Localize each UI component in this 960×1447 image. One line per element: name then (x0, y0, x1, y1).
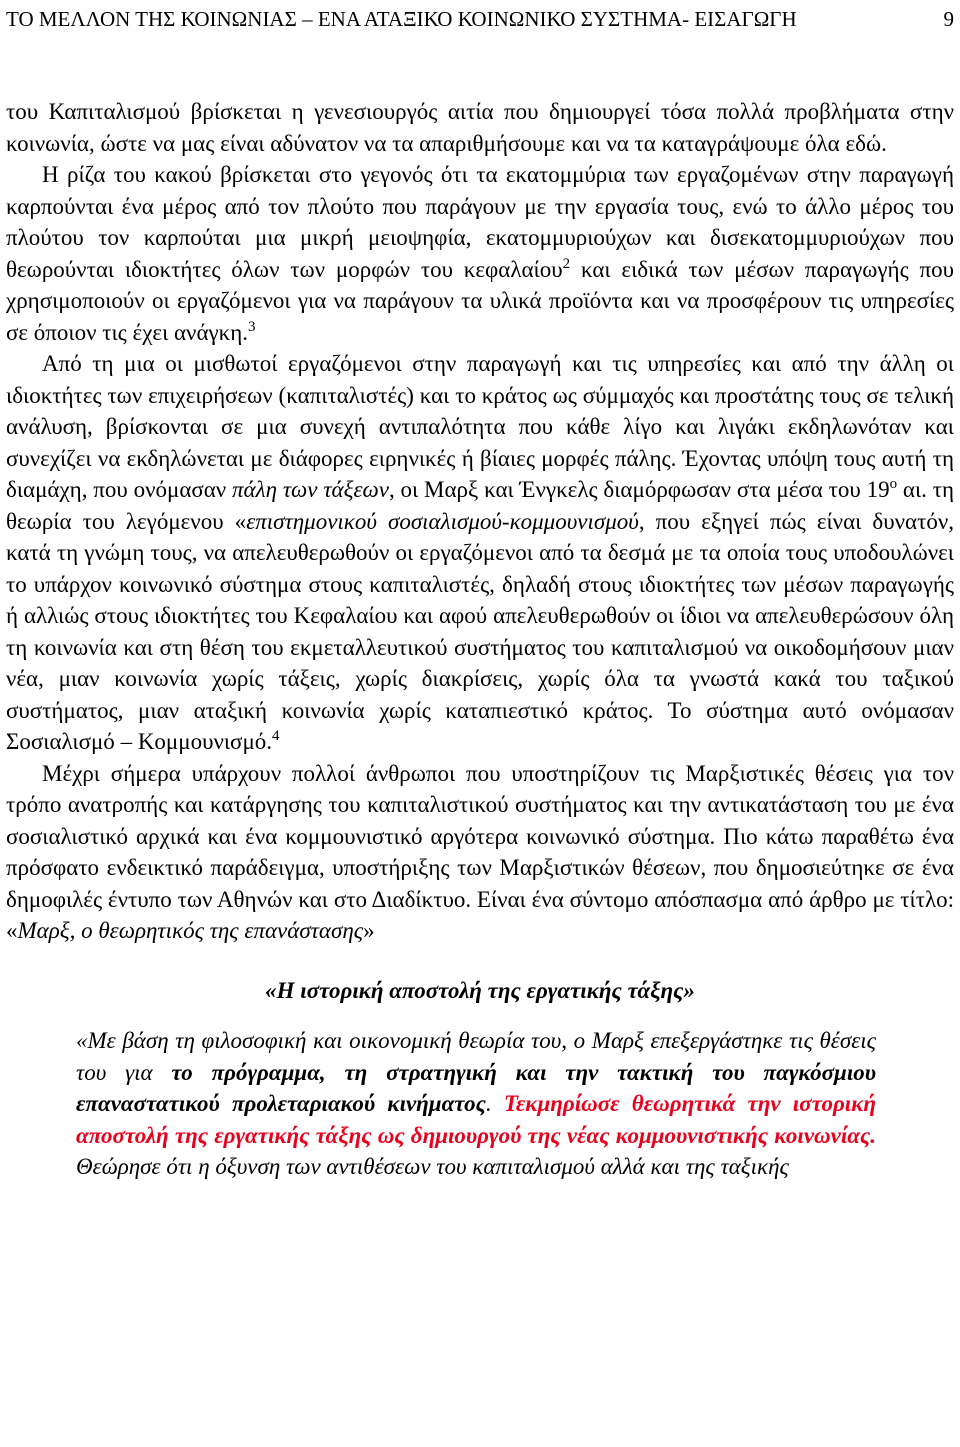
bold-emphasis: το πρόγραμμα, τη στρατηγική και την τακτική του παγκόσμιου επαναστατικού προλεταριακού κινήματος (76, 1059, 876, 1116)
header-title: ΤΟ ΜΕΛΛΟΝ ΤΗΣ ΚΟΙΝΩΝΙΑΣ – ΕΝΑ ΑΤΑΞΙΚΟ ΚΟΙΝΩΝΙΚΟ ΣΥΣΤΗΜΑ- ΕΙΣΑΓΩΓΗ (6, 7, 797, 31)
running-header (6, 4, 954, 34)
footnote-ref: 2 (562, 255, 571, 272)
red-emphasis: Τεκμηρίωσε θεωρητικά την ιστορική αποστολή της εργατικής τάξης ως δημιουργού της νέας κομμουνιστικής κοινωνίας. (76, 1091, 876, 1148)
footnote-ref: 3 (248, 318, 256, 335)
footnote-ref: 4 (272, 728, 280, 744)
italic-article-title: Μαρξ, ο θεωρητικός της επανάστασης (17, 918, 364, 943)
page-number: 9 (943, 7, 954, 31)
paragraph-continued: του Καπιταλισμού βρίσκεται η γενεσιουργός αιτία που δημιουργεί τόσα πολλά προβλήματα στην κοινωνία, ώστε να μας είναι αδύνατον να τα απαριθμήσουμε και να τα καταγράψουμε όλα εδώ. (6, 99, 954, 156)
block-quote: «Με βάση τη φιλοσοφική και οικονομική θεωρία του, ο Μαρξ επεξεργάστηκε τις θέσεις του για το πρόγραμμα, τη στρατηγική και την τακτική του παγκόσμιου επαναστατικού προλεταριακού κινήματος. Τεκμηρίωσε θεωρητικά την ιστορική αποστολή της εργατικής τάξης ως δημιουργού της νέας κομμουνιστικής κοινωνίας. Θεώρησε ότι η όξυνση των αντιθέσεων του καπιταλισμού αλλά και της ταξικής (76, 1028, 876, 1179)
paragraph-marxist-positions: Μέχρι σήμερα υπάρχουν πολλοί άνθρωποι που υποστηρίζουν τις Μαρξιστικές θέσεις για τον τρόπο ανατροπής και κατάργησης του καπιταλιστικού συστήματος και την αντικατάσταση του με ένα σοσιαλιστικό αρχικά και ένα κομμουνιστικό αργότερα κοινωνικό σύστημα. Πιο κάτω παραθέτω ένα πρόσφατο ενδεικτικό παράδειγμα, υποστήριξης των Μαρξιστικών θέσεων, που δημοσιεύτηκε σε ένα δημοφιλές έντυπο των Αθηνών και στο Διαδίκτυο. Είναι ένα σύντομο απόσπασμα από άρθρο με τίτλο: «Μαρξ, ο θεωρητικός της επανάστασης» (6, 760, 954, 943)
section-heading: «Η ιστορική αποστολή της εργατικής τάξης» (265, 977, 695, 1003)
italic-term: πάλη των τάξεων (232, 477, 389, 502)
paragraph-class-struggle: Από τη μια οι μισθωτοί εργαζόμενοι στην παραγωγή και τις υπηρεσίες και από την άλλη οι ιδιοκτήτες των επιχειρήσεων (καπιταλιστές) και το κράτος ως σύμμαχός και προστάτης τους σε τελική ανάλυση, βρίσκονται σε μια συνεχή αντιπαλότητα που κάθε λίγο και λιγάκι εκδηλωνόταν και συνεχίζει να εκδηλώνεται με διάφορες ειρηνικές ή βίαιες μορφές πάλης. Έχοντας υπόψη τους αυτή τη διαμάχη, που ονόμασαν πάλη των τάξεων, οι Μαρξ και Ένγκελς διαμόρφωσαν στα μέσα του $19^o$ αι. τη θεωρία του λεγόμενου «επιστημονικού σοσιαλισμού-κομμουνισμού, που εξηγεί πώς είναι δυνατόν, κατά τη γνώμη τους, να απελευθερωθούν οι εργαζόμενοι από τα δεσμά με τα οποία τους υποδουλώνει το υπάρχον κοινωνικό σύστημα στους καπιταλιστές, δηλαδή στους ιδιοκτήτες των μέσων παραγωγής ή αλλιώς στους ιδιοκτήτες του Κεφαλαίου και αφού απελευθερωθούν οι ίδιοι να απελευθερώσουν όλη τη κοινωνία και στη θέση του εκμεταλλευτικού συστήματος του καπιταλισμού να οικοδομήσουν μιαν νέα, μιαν κοινωνία χωρίς τάξεις, χωρίς διακρίσεις, χωρίς όλα τα γνωστά κακά του ταξικού συστήματος, μιαν αταξική κοινωνία χωρίς καταπιεστικό κράτος. Το σύστημα αυτό ονόμασαν Σοσιαλισμό – Κομμουνισμό.$^4$ (6, 351, 954, 754)
body-text (6, 96, 954, 1183)
superscript-ordinal: ο (889, 476, 898, 492)
long-dash: – (120, 729, 133, 754)
italic-term: επιστημονικού σοσιαλισμού-κομμουνισμού (246, 508, 639, 534)
paragraph-root-of-evil: Η ρίζα του κακού βρίσκεται στο γεγονός ότι τα εκατομμύρια των εργαζομένων στην παραγωγή καρπούνται ένα μέρος από τον πλούτο που παράγουν με την εργασία τους, ενώ το άλλο μέρος του πλούτου τον καρπούται μια μικρή μειοψηφία, εκατομμυριούχων και δισεκατομμυριούχων που θεωρούνται ιδιοκτήτες όλων των μορφών του κεφαλαίου$^2$ και ειδικά των μέσων παραγωγής που χρησιμοποιούν οι εργαζόμενοι για να παράγουν τα υλικά προϊόντα και να προσφέρουν τις υπηρεσίες σε όποιον τις έχει ανάγκη.$^3$ (6, 162, 954, 345)
